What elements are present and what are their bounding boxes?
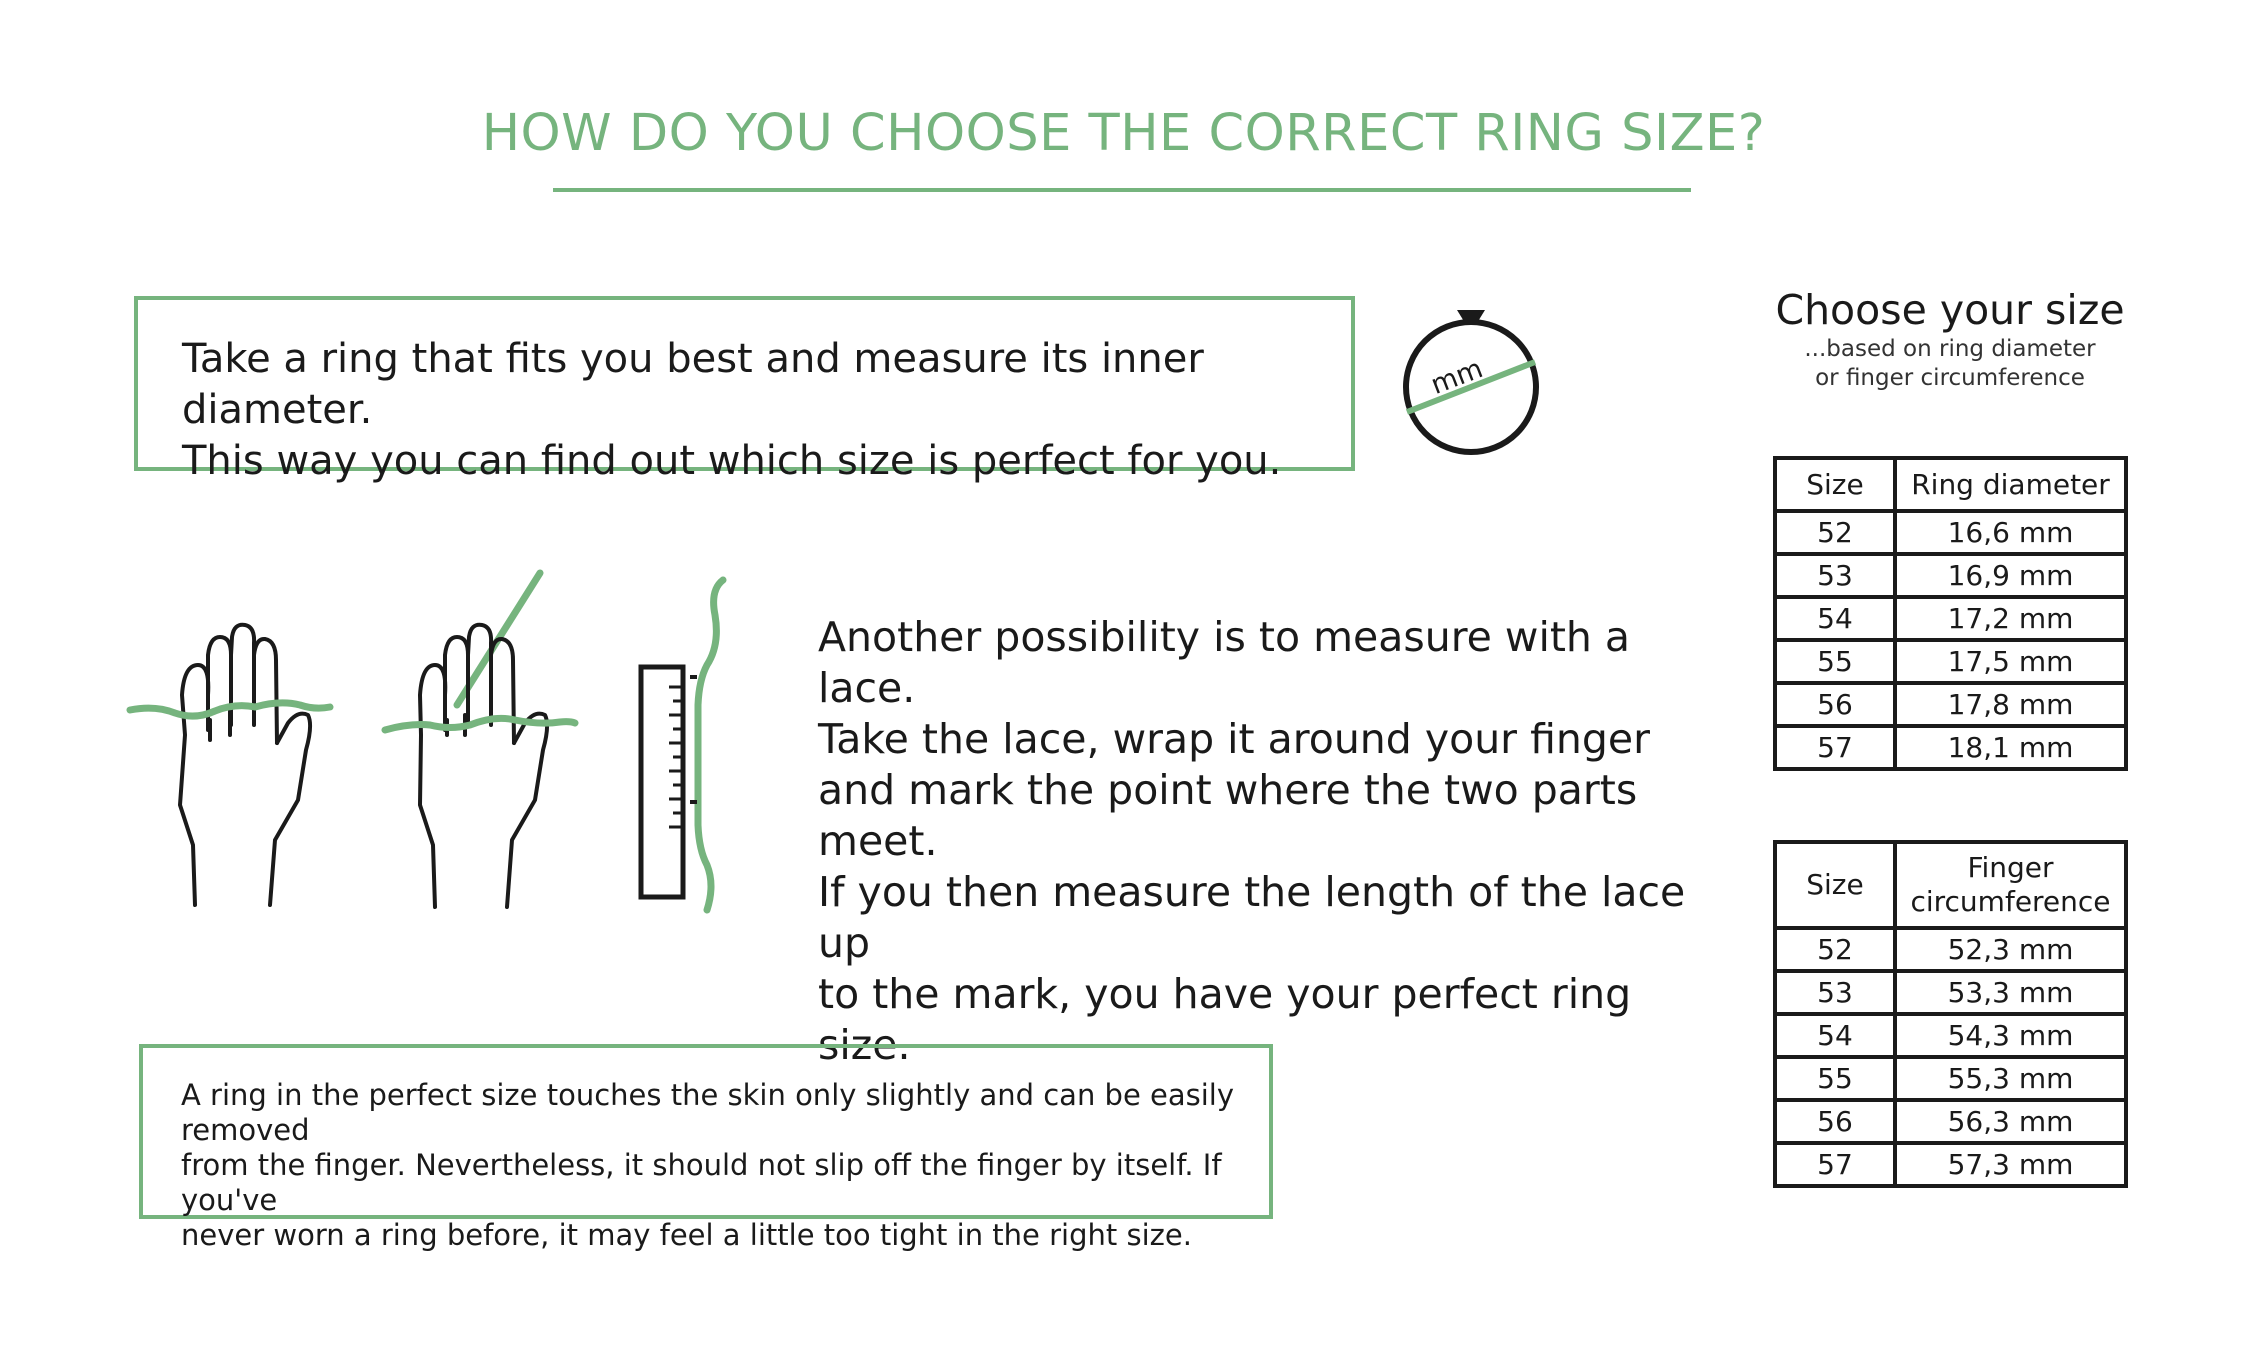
ring-diameter-table [1773,456,2128,771]
finger-circumference-table [1773,840,2128,1188]
table-row [1775,554,2126,597]
circumference-cell: 57,3 mm [1895,1143,2126,1186]
table-row [1775,683,2126,726]
table-row [1775,1057,2126,1100]
lace-line-2: Take the lace, wrap it around your finger [818,715,1650,763]
size-header: Size [1775,842,1895,928]
size-chart-title: Choose your size [1775,286,2125,334]
ring-diameter-header: Ring diameter [1895,458,2126,511]
diameter-cell: 16,6 mm [1895,511,2126,554]
diameter-instruction-text [182,334,1351,487]
table-row [1775,971,2126,1014]
table-row [1775,597,2126,640]
table-row [1775,640,2126,683]
size-cell: 57 [1775,1143,1895,1186]
size-cell: 53 [1775,554,1895,597]
hand-with-lace-icon [130,625,330,915]
circumference-header-line-1: Finger [1967,851,2054,884]
circumference-cell: 55,3 mm [1895,1057,2126,1100]
size-cell: 52 [1775,511,1895,554]
size-chart-subtitle [1760,335,2140,393]
diameter-cell: 16,9 mm [1895,554,2126,597]
circumference-cell: 52,3 mm [1895,928,2126,971]
diameter-line-1: Take a ring that fits you best and measure its inner diameter. [182,336,1204,433]
finger-circumference-header [1895,842,2126,928]
size-chart-subtitle-line-1: ...based on ring diameter [1804,336,2096,362]
diameter-cell: 17,8 mm [1895,683,2126,726]
circumference-header-line-2: circumference [1910,885,2111,918]
ring-diameter-icon [1385,305,1535,465]
size-chart-subtitle-line-2: or finger circumference [1815,365,2085,391]
size-cell: 57 [1775,726,1895,769]
table-header-row [1775,458,2126,511]
table-row [1775,1014,2126,1057]
size-cell: 53 [1775,971,1895,1014]
size-cell: 55 [1775,640,1895,683]
lace-line-5: to the mark, you have your perfect ring size. [818,970,1632,1069]
lace-line-4: If you then measure the length of the lace up [818,868,1686,967]
fit-note-box [139,1044,1273,1252]
ring-mm-label: mm [1426,353,1488,401]
page-title: HOW DO YOU CHOOSE THE CORRECT RING SIZE? [481,104,1766,163]
table-row [1775,511,2126,554]
hand-with-marker-icon [385,575,585,915]
ruler-with-lace-icon [635,575,735,915]
table-row [1775,1100,2126,1143]
lace-line-1: Another possibility is to measure with a lace. [818,613,1631,712]
diameter-cell: 18,1 mm [1895,726,2126,769]
diameter-instruction-box [134,296,1355,484]
size-cell: 55 [1775,1057,1895,1100]
diameter-line-2: This way you can find out which size is perfect for you. [182,438,1282,484]
size-chart-heading [1760,285,2140,393]
diameter-cell: 17,2 mm [1895,597,2126,640]
table-header-row [1775,842,2126,928]
size-cell: 54 [1775,597,1895,640]
circumference-cell: 54,3 mm [1895,1014,2126,1057]
note-line-3: never worn a ring before, it may feel a little too tight in the right size. [181,1218,1192,1252]
size-cell: 56 [1775,1100,1895,1143]
circumference-cell: 53,3 mm [1895,971,2126,1014]
size-cell: 52 [1775,928,1895,971]
table-row [1775,928,2126,971]
table-row [1775,726,2126,769]
lace-line-3: and mark the point where the two parts meet. [818,766,1638,865]
size-cell: 54 [1775,1014,1895,1057]
size-cell: 56 [1775,683,1895,726]
fit-note-text [181,1078,1261,1253]
lace-instruction-text [818,612,1718,1071]
size-header: Size [1775,458,1895,511]
table-row [1775,1143,2126,1186]
title-underline [553,188,1691,192]
diameter-cell: 17,5 mm [1895,640,2126,683]
circumference-cell: 56,3 mm [1895,1100,2126,1143]
note-line-1: A ring in the perfect size touches the skin only slightly and can be easily removed [181,1078,1235,1147]
note-line-2: from the finger. Nevertheless, it should not slip off the finger by itself. If you've [181,1148,1222,1217]
